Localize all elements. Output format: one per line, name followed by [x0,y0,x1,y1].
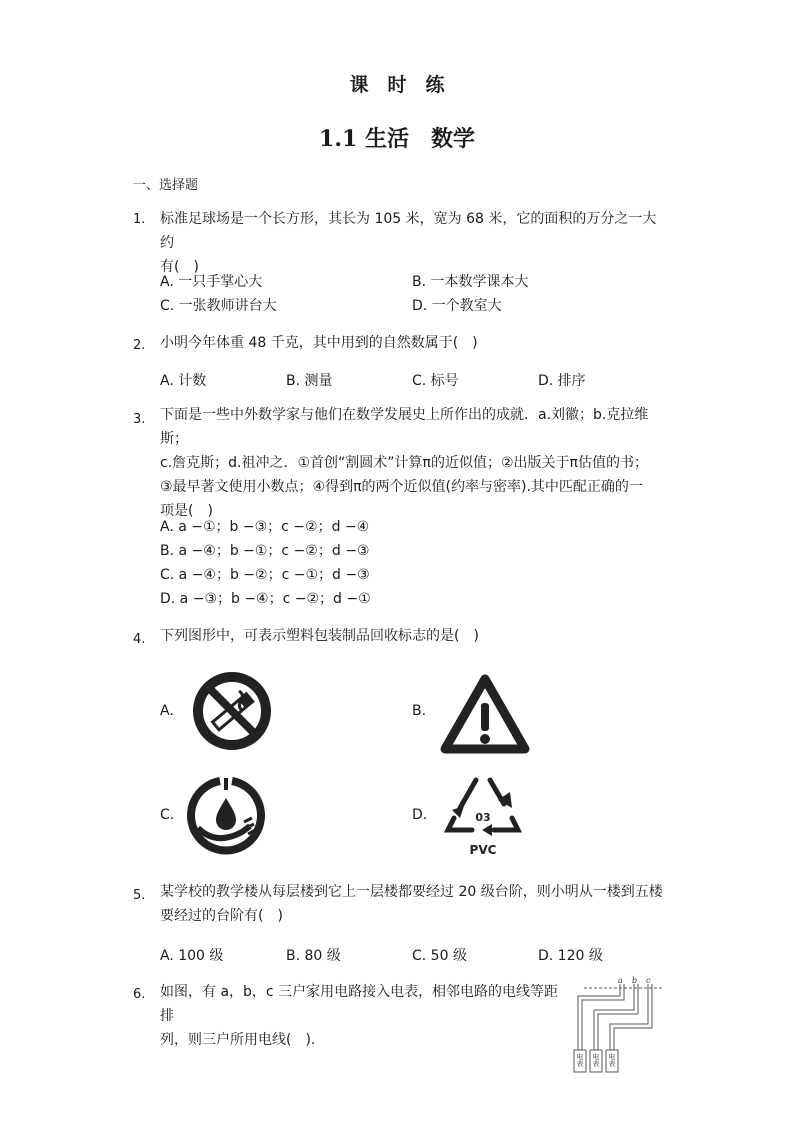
question-number: 1. [133,212,146,227]
question-4-text [160,624,665,648]
question-number: 3. [133,412,146,427]
option-b[interactable]: B. a −④；b −①；c −②；d −③ [160,543,370,559]
worksheet-title: 课 时 练 [349,74,445,96]
option-b[interactable]: B. 一本数学课本大 [412,274,529,290]
pvc-code: 03 [475,811,491,824]
wire-label-a: a [618,976,623,985]
question-number: 5. [133,888,146,903]
option-d[interactable]: D. 一个教室大 [412,298,502,314]
meter-label: 电表 [576,1053,584,1067]
question-1-text [160,207,665,279]
wiring-diagram [570,974,666,1074]
option-a[interactable]: A. a −①；b −③；c −②；d −④ [160,519,370,535]
option-c[interactable]: C. 标号 [412,373,459,389]
option-c[interactable]: C. a −④；b −②；c −①；d −③ [160,567,370,583]
question-line: 项是( ) [160,503,213,519]
option-d[interactable]: D. 120 级 [538,948,603,964]
question-line: 某学校的教学楼从每层楼到它上一层楼都要经过 20 级台阶，则小明从一楼到五楼 [160,884,663,900]
option-a[interactable]: A. 一只手掌心大 [160,274,263,290]
option-a[interactable]: A. [160,703,174,719]
question-number: 4. [133,632,146,647]
wire-label-c: c [646,976,651,985]
meter-label: 电表 [592,1053,600,1067]
option-d[interactable]: D. a −③；b −④；c −②；d −① [160,591,371,607]
no-smoking-icon[interactable] [192,671,272,751]
option-c[interactable]: C. 一张教师讲台大 [160,298,277,314]
option-d[interactable]: D. [412,807,428,823]
meter-label: 电表 [608,1053,616,1067]
wire-label-b: b [632,976,638,985]
question-6-text [160,980,570,1052]
pvc-label: PVC [469,843,497,857]
water-saving-icon[interactable] [186,776,266,856]
section-heading: 一、选择题 [133,178,199,193]
question-2-text [160,331,665,355]
option-b[interactable]: B. 测量 [286,373,333,389]
question-line: 要经过的台阶有( ) [160,908,283,924]
lesson-title: 1.1 生活 数学 [319,126,475,152]
option-b[interactable]: B. [412,703,427,719]
question-line: 下列图形中，可表示塑料包装制品回收标志的是( ) [160,628,479,644]
option-a[interactable]: A. 100 级 [160,948,224,964]
question-number: 6. [133,987,146,1002]
option-c[interactable]: C. 50 级 [412,948,467,964]
question-line: 标准足球场是一个长方形，其长为 105 米，宽为 68 米，它的面积的万分之一大约 [160,211,657,251]
question-5-text [160,880,665,928]
option-b[interactable]: B. 80 级 [286,948,341,964]
question-line: 下面是一些中外数学家与他们在数学发展史上所作出的成就．a.刘徽；b.克拉维斯； [160,407,649,447]
question-line: 小明今年体重 48 千克，其中用到的自然数属于( ) [160,335,478,351]
warning-icon[interactable] [439,673,531,755]
question-line: 有( ) [160,259,199,275]
question-3-text [160,403,665,523]
option-c[interactable]: C. [160,807,175,823]
recycle-pvc-icon[interactable] [442,770,524,862]
question-line: ③最早著文使用小数点；④得到π的两个近似值(约率与密率).其中匹配正确的一 [160,479,643,495]
option-a[interactable]: A. 计数 [160,373,207,389]
question-line: 如图，有 a，b，c 三户家用电路接入电表，相邻电路的电线等距排 [160,984,559,1024]
question-number: 2. [133,338,146,353]
question-line: c.詹克斯；d.祖冲之．①首创“割圆术”计算π的近似值；②出版关于π估值的书； [160,455,648,471]
question-line: 列，则三户所用电线( ). [160,1032,316,1048]
option-d[interactable]: D. 排序 [538,373,586,389]
